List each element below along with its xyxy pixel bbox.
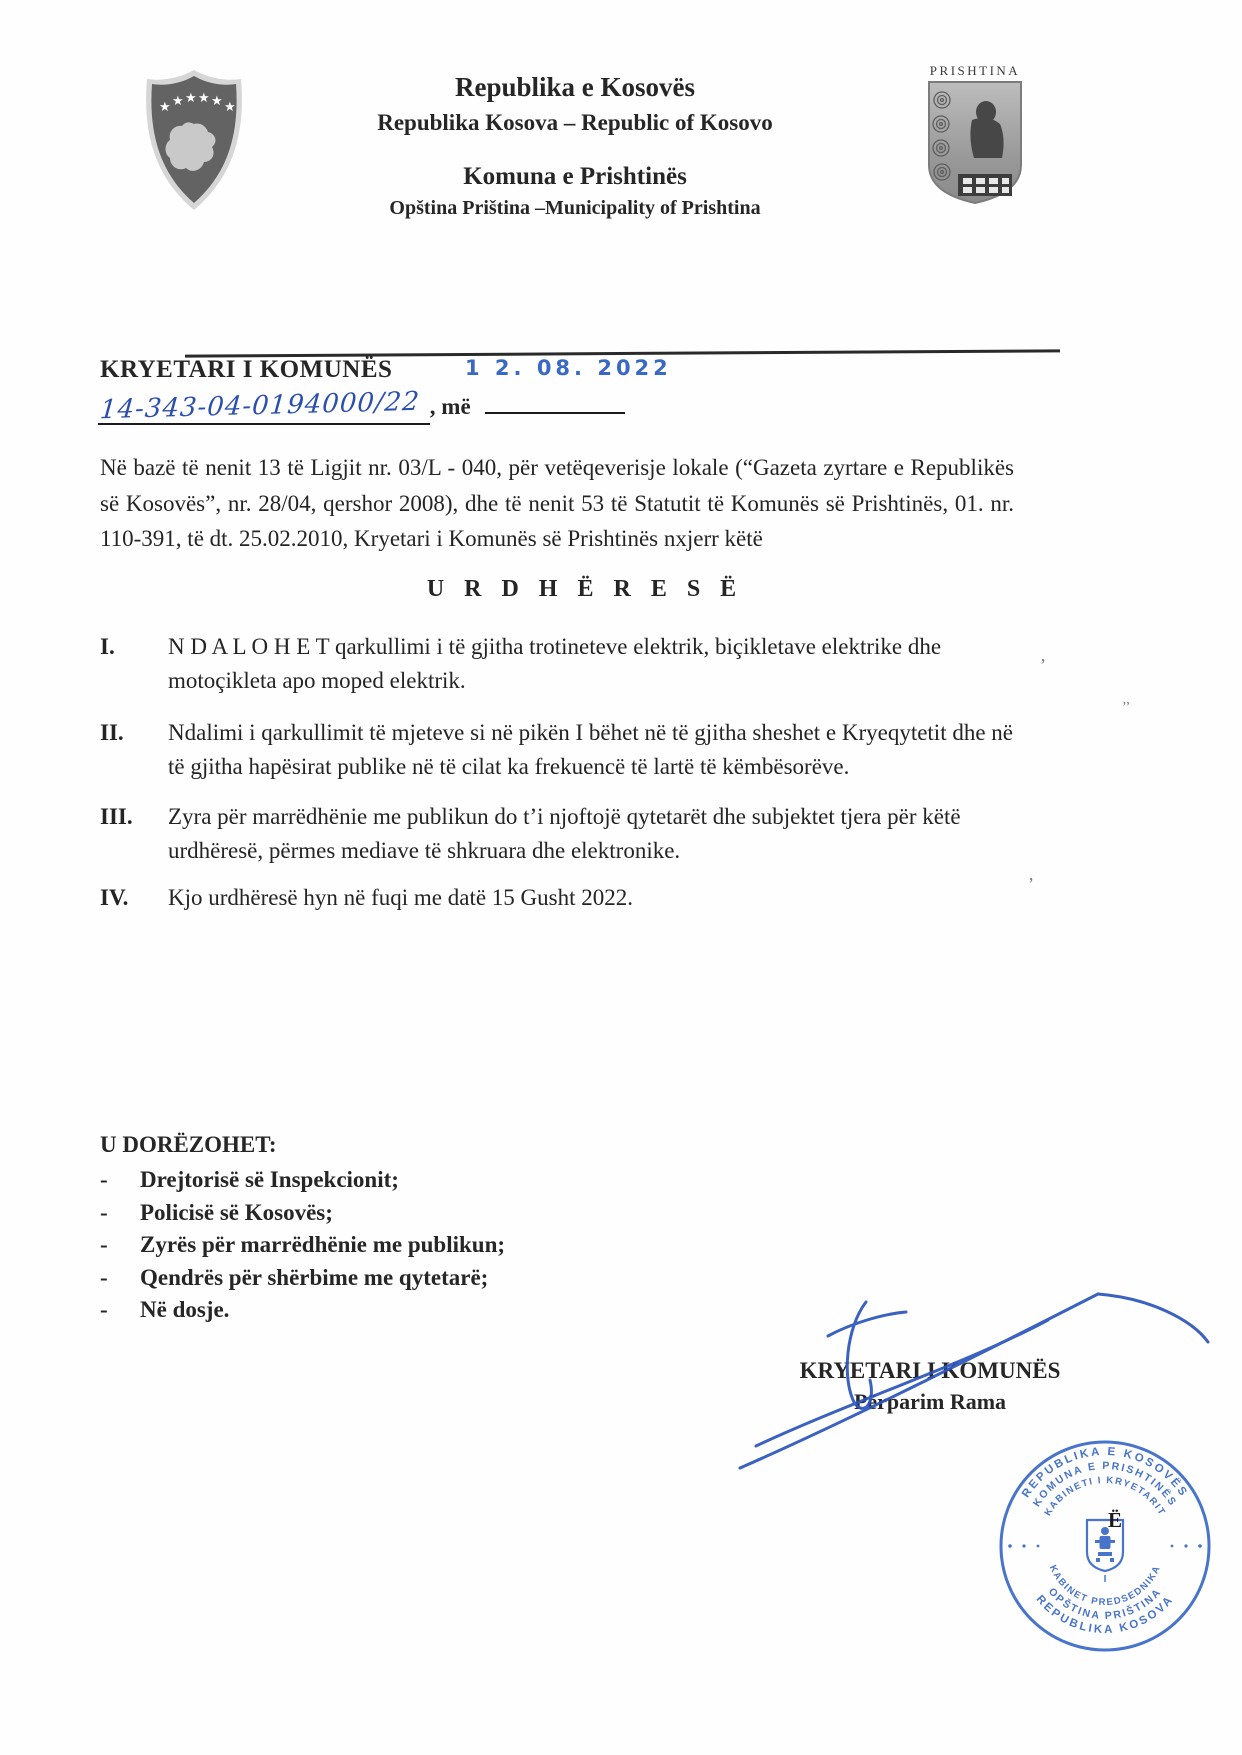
item-text: Ndalimi i qarkullimit të mjeteve si në pikën I bëhet në të gjitha sheshet e Kryeqytetit dhe në të gjitha hapësirat publike në të cilat ka frekuencë të lartë të këmbësorëve.: [168, 720, 1014, 779]
stamp-ring3-bottom: KABINET PREDSEDNIKA: [1046, 1563, 1164, 1609]
dash-marker: -: [100, 1199, 108, 1225]
item-text: Kjo urdhëresë hyn në fuqi me datë 15 Gusht 2022.: [168, 885, 634, 910]
stamp-ring1-bottom: REPUBLIKA KOSOVA: [1033, 1593, 1177, 1637]
legal-basis-paragraph: Në bazë të nenit 13 të Ligjit nr. 03/L - 040, për vetëqeverisje lokale (“Gazeta zyrtare e Republikës së Kosovës”, nr. 28/04, qershor 2008), dhe të nenit 53 të Statutit të Komunës së Prishtinës, 01. nr. 110-391, të dt. 25.02.2010, Kryetari i Komunës së Prishtinës nxjerr këtë: [100, 455, 1014, 551]
date-blank-line: [485, 388, 625, 414]
item-number: II.: [100, 720, 124, 745]
stamp-ring2-bottom: OPŠTINA PRIŠTINA: [1045, 1585, 1165, 1623]
order-item-2: [100, 716, 1025, 784]
item-text: Zyra për marrëdhënie me publikun do t’i njoftojë qytetarët dhe subjektet tjera për këtë urdhëresë, përmes mediave të shkruara dhe elektronike.: [168, 804, 961, 863]
header-republic-sr-en: Republika Kosova – Republic of Kosovo: [377, 110, 773, 135]
item-text: N D A L O H E T qarkullimi i të gjitha trotineteve elektrik, biçikletave elektrike dhe motoçikleta apo moped elektrik.: [168, 634, 942, 693]
header-municipality-sr-en: Opština Priština –Municipality of Prishtina: [389, 197, 761, 219]
item-number: III.: [100, 804, 133, 829]
signatory-name: Përparim Rama: [853, 1389, 1007, 1414]
item-number: I.: [100, 634, 115, 659]
order-item-1: [100, 630, 1025, 698]
dash-marker: -: [100, 1297, 108, 1322]
protocol-number-underline: [98, 386, 430, 426]
distribution-item: [100, 1294, 800, 1327]
scan-artifact: Ë: [1108, 1508, 1123, 1532]
order-item-3: [100, 800, 1025, 868]
distribution-item: [100, 1197, 800, 1230]
dash-marker: -: [100, 1167, 108, 1192]
svg-text:PRISHTINA: PRISHTINA: [929, 63, 1021, 78]
prishtina-emblem-icon: [918, 62, 1032, 210]
dash-marker: -: [100, 1264, 108, 1290]
distribution-text: Në dosje.: [140, 1297, 230, 1322]
stamp-center-mark: I: [1103, 1574, 1107, 1585]
distribution-block: [100, 1128, 800, 1327]
received-date-stamp: 1 2. 08. 2022: [465, 356, 672, 380]
date-prefix-label: , më: [429, 394, 471, 419]
scan-artifact: ’: [1040, 655, 1046, 675]
order-title: U R D H Ë R E S Ë: [426, 576, 744, 602]
svg-text:★: ★: [224, 99, 236, 114]
signatory-title: KRYETARI I KOMUNËS: [799, 1358, 1061, 1383]
distribution-text: Qendrës për shërbime me qytetarë;: [140, 1264, 489, 1290]
distribution-text: Drejtorisë së Inspekcionit;: [140, 1167, 399, 1192]
protocol-line: [98, 388, 625, 425]
svg-text:★: ★: [198, 90, 210, 105]
protocol-number-handwritten: 14-343-04-0194000/22: [98, 386, 421, 426]
stamp-ring3-top: KABINETI I KRYETARIT: [1042, 1474, 1168, 1519]
header-republic-al: Republika e Kosovës: [454, 72, 696, 102]
svg-text:★: ★: [185, 90, 197, 105]
distribution-item: [100, 1164, 800, 1197]
stamp-ring1-top: REPUBLIKA E KOSOVËS: [1019, 1445, 1191, 1500]
official-round-stamp: [995, 1436, 1215, 1656]
stamp-ring2-top: KOMUNA E PRISHTINËS: [1030, 1459, 1180, 1510]
scan-artifact: ’’: [1122, 700, 1131, 715]
item-number: IV.: [100, 885, 129, 910]
distribution-item: [100, 1229, 800, 1262]
office-title: KRYETARI I KOMUNËS: [100, 356, 393, 383]
scan-artifact: ’: [1028, 874, 1034, 894]
distribution-text: Policisë së Kosovës;: [140, 1199, 333, 1225]
svg-text:★: ★: [159, 99, 171, 114]
distribution-text: Zyrës për marrëdhënie me publikun;: [140, 1232, 506, 1257]
signature-block: [700, 1358, 1160, 1415]
dash-marker: -: [100, 1232, 108, 1257]
order-item-4: [100, 881, 1025, 915]
distribution-title: U DORËZOHET:: [100, 1132, 277, 1157]
svg-text:★: ★: [211, 93, 223, 108]
header-municipality-al: Komuna e Prishtinës: [463, 163, 687, 190]
svg-text:★: ★: [172, 93, 184, 108]
distribution-item: [100, 1262, 800, 1295]
